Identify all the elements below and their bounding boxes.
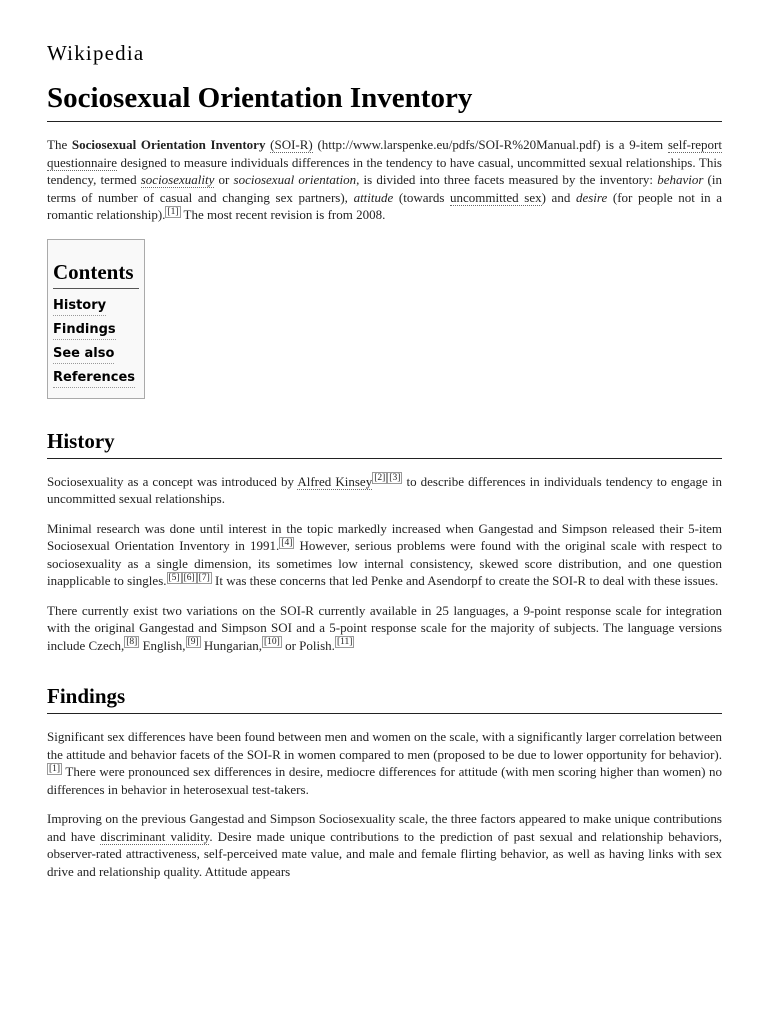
toc-item-history[interactable]: History [53, 294, 106, 316]
findings-paragraph-2: Improving on the previous Gangestad and Simpson Sociosexuality scale, the three factors appeared to make unique contributions and have discriminant validity. Desire made unique contributions to the prediction of past sexual and relationship behaviors, observer-rated attractiveness, self-perceived mate value, and male and female flirting behavior, as well as having links with sex drive and relationship quality. Attitude appears [47, 811, 722, 879]
citation-link[interactable]: [8] [126, 637, 138, 648]
history-paragraph-1: Sociosexuality as a concept was introduced by Alfred Kinsey [2] [3] to describe differences in individuals tendency to engage in uncommitted sexual relationships. [47, 473, 722, 506]
findings-paragraph-1: Significant sex differences have been found between men and women on the scale, with a significantly larger correlation between the attitude and behavior facets of the SOI-R in women compared to men (proposed to be due to lower opportunity for behavior).[1] There were pronounced sex differences in desire, mediocre differences for attitude (with men scoring higher than women) no differences in behavior in heterosexual test-takers. [47, 729, 722, 797]
citation-link[interactable]: [5] [168, 572, 180, 583]
section-heading-findings: Findings [47, 682, 722, 714]
toc-item-references[interactable]: References [53, 366, 135, 388]
article-page [47, 38, 722, 880]
toc-item-see-also[interactable]: See also [53, 342, 114, 364]
citation-link[interactable]: [10] [264, 637, 280, 648]
citation-link[interactable]: [11] [336, 637, 353, 648]
uncommitted-sex-link[interactable]: uncommitted sex [450, 189, 542, 205]
intro-paragraph: The Sociosexual Orientation Inventory (SOI-R) (http://www.larspenke.eu/pdfs/SOI-R%20Manual.pdf) is a 9-item self-report questionnaire designed to measure individuals differences in the tendency to have casual, uncommitted sexual relationships. This tendency, termed sociosexuality or sociosexual orientation, is divided into three facets measured by the inventory: behavior (in terms of number of casual and changing sex partners), attitude (towards uncommitted sex) and desire (for people not in a romantic relationship). [1] The most recent revision is from 2008. [47, 137, 723, 222]
page-title: Sociosexual Orientation Inventory [47, 78, 722, 122]
citation-link[interactable]: [6] [183, 572, 195, 583]
soi-r-link[interactable]: (SOI-R) [270, 137, 313, 152]
sociosexuality-link[interactable]: sociosexuality [140, 172, 215, 187]
history-paragraph-2: Minimal research was done until interest in the topic markedly increased when Gangestad and Simpson released their 5-item Sociosexual Orientation Inventory in 1991. [4] However, serious problems were found with the original scale with respect to sociosexuality as a single dimension, its sometimes low internal consistency, skewed score distribution, and one question inapplicable to singles. [5] [6] [7] It was these concerns that led Penke and Asendorpf to create the SOI-R to deal with these issues. [47, 520, 722, 588]
alfred-kinsey-link[interactable]: Alfred Kinsey [297, 473, 373, 489]
history-paragraph-3: There currently exist two variations on the SOI-R currently available in 25 languages, a 9-point response scale for integration with the original Gangestad and Simpson SOI and a 5-point response scale for the majority of subjects. The language versions include Czech, [8] English, [9] Hungarian, [10] or Polish. [11] [47, 602, 722, 653]
citation-link[interactable]: [2] [374, 473, 386, 484]
citation-link[interactable]: [9] [187, 637, 199, 648]
citation-link[interactable]: [3] [389, 473, 401, 484]
table-of-contents [47, 239, 145, 399]
citation-link[interactable]: [4] [281, 537, 293, 548]
article-subject-bold: Sociosexual Orientation Inventory [71, 137, 266, 152]
discriminant-validity-link[interactable]: discriminant validity [100, 828, 210, 844]
toc-title: Contents [53, 260, 139, 289]
self-report-questionnaire-link[interactable]: self-report questionnaire [47, 137, 722, 170]
wikipedia-wordmark[interactable]: Wikipedia [47, 41, 145, 65]
toc-item-findings[interactable]: Findings [53, 318, 116, 340]
citation-link[interactable]: [1] [49, 763, 61, 774]
citation-link[interactable]: [7] [198, 572, 210, 583]
section-heading-history: History [47, 427, 722, 459]
citation-link[interactable]: [1] [167, 206, 179, 217]
